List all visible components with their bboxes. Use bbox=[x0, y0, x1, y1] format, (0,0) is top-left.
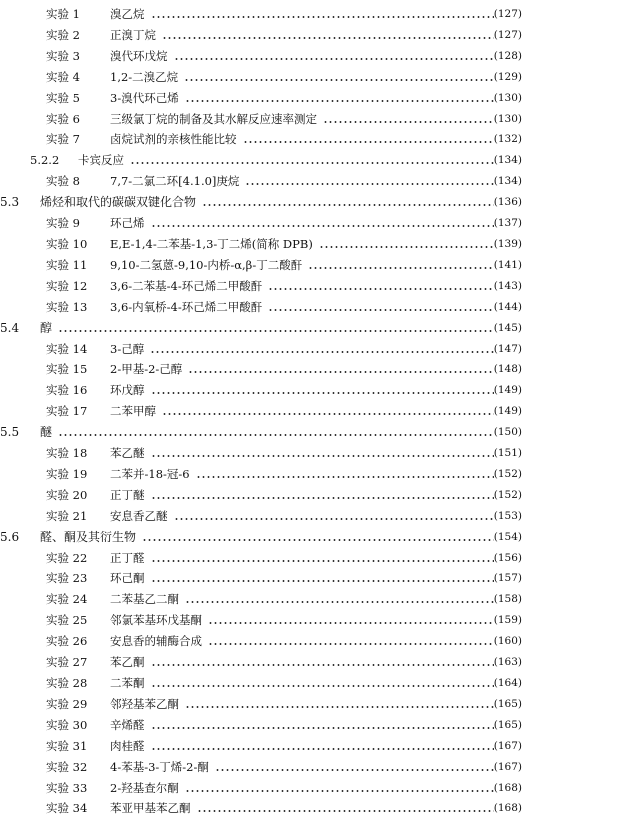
entry-title: 溴乙烷 bbox=[110, 7, 145, 21]
dot-leader bbox=[268, 297, 494, 318]
toc-entry-experiment bbox=[0, 589, 640, 610]
page-number: (164) bbox=[493, 677, 522, 689]
page-number: (153) bbox=[493, 509, 522, 522]
entry-title: 辛烯醛 bbox=[110, 717, 145, 732]
entry-title: 4-苯基-3-丁烯-2-酮 bbox=[110, 759, 209, 774]
dot-leader bbox=[151, 568, 495, 589]
dot-leader bbox=[174, 506, 495, 527]
toc-entry-experiment bbox=[0, 234, 640, 255]
toc-entry-experiment bbox=[0, 548, 640, 569]
toc-entry-experiment bbox=[0, 339, 640, 360]
entry-title: 醇 bbox=[40, 320, 53, 335]
dot-leader bbox=[151, 715, 495, 736]
experiment-number: 实验 10 bbox=[46, 236, 88, 251]
section-number: 5.3 bbox=[0, 195, 20, 210]
dot-leader bbox=[245, 171, 494, 192]
dot-leader bbox=[185, 589, 494, 610]
experiment-number: 实验 19 bbox=[46, 466, 88, 481]
entry-title: 3,6-内氧桥-4-环己烯二甲酸酐 bbox=[110, 299, 263, 314]
entry-title: 苯乙醚 bbox=[110, 446, 145, 461]
experiment-number: 实验 25 bbox=[46, 613, 88, 628]
experiment-number: 实验 29 bbox=[46, 696, 88, 711]
entry-title: 二苯酮 bbox=[110, 676, 145, 690]
dot-leader bbox=[188, 359, 494, 380]
page-number: (139) bbox=[493, 237, 522, 250]
entry-title: 肉桂醛 bbox=[110, 738, 145, 753]
experiment-number: 实验 1 bbox=[46, 7, 80, 21]
entry-title: 安息香的辅酶合成 bbox=[110, 634, 202, 649]
toc-entry-experiment bbox=[0, 443, 640, 464]
toc-entry-experiment bbox=[0, 778, 640, 799]
toc-entry-section bbox=[0, 422, 640, 443]
dot-leader bbox=[185, 778, 494, 799]
entry-title: 3-己醇 bbox=[110, 341, 145, 356]
page-number: (152) bbox=[493, 488, 522, 501]
page-number: (137) bbox=[493, 217, 522, 230]
toc-entry-section bbox=[0, 192, 640, 213]
dot-leader bbox=[151, 213, 495, 234]
entry-title: 安息香乙醚 bbox=[110, 508, 168, 523]
experiment-number: 实验 34 bbox=[46, 801, 88, 816]
entry-title: 醚 bbox=[40, 425, 53, 440]
experiment-number: 实验 18 bbox=[46, 446, 88, 461]
toc-entry-experiment bbox=[0, 255, 640, 276]
toc-entry-experiment bbox=[0, 736, 640, 757]
dot-leader bbox=[142, 527, 494, 548]
toc-entry-experiment bbox=[0, 46, 640, 67]
toc-entry-section bbox=[0, 527, 640, 548]
experiment-number: 实验 30 bbox=[46, 717, 88, 732]
entry-title: 3,6-二苯基-4-环己烯二甲酸酐 bbox=[110, 278, 263, 293]
experiment-number: 实验 21 bbox=[46, 508, 88, 523]
page-number: (149) bbox=[493, 405, 522, 418]
page-number: (147) bbox=[493, 342, 522, 355]
page-number: (163) bbox=[493, 656, 522, 669]
experiment-number: 实验 15 bbox=[46, 362, 88, 377]
dot-leader bbox=[150, 339, 494, 360]
dot-leader bbox=[184, 67, 494, 88]
toc-entry-experiment bbox=[0, 401, 640, 422]
page-number: (134) bbox=[493, 154, 522, 167]
entry-title: 环戊醇 bbox=[110, 383, 145, 398]
page-number: (127) bbox=[493, 8, 522, 20]
toc-entry-experiment bbox=[0, 652, 640, 673]
page-number: (158) bbox=[493, 593, 522, 606]
page-number: (129) bbox=[493, 70, 522, 83]
page-number: (134) bbox=[493, 175, 522, 188]
toc-entry-experiment bbox=[0, 276, 640, 297]
page-number: (150) bbox=[493, 426, 522, 439]
entry-title: 卤烷试剂的亲核性能比较 bbox=[110, 132, 237, 147]
dot-leader bbox=[151, 4, 495, 25]
dot-leader bbox=[151, 380, 495, 401]
entry-title: 二苯甲醇 bbox=[110, 404, 156, 419]
entry-title: 二苯并-18-冠-6 bbox=[110, 466, 190, 481]
dot-leader bbox=[196, 464, 494, 485]
toc-entry-experiment bbox=[0, 213, 640, 234]
toc-entry-experiment bbox=[0, 464, 640, 485]
experiment-number: 实验 6 bbox=[46, 111, 80, 126]
dot-leader bbox=[208, 610, 494, 631]
entry-title: 3-溴代环己烯 bbox=[110, 90, 179, 105]
experiment-number: 实验 22 bbox=[46, 550, 88, 565]
entry-title: 邻氯苯基环戊基酮 bbox=[110, 613, 202, 628]
page-number: (167) bbox=[493, 739, 522, 752]
experiment-number: 实验 7 bbox=[46, 132, 80, 147]
dot-leader bbox=[174, 46, 495, 67]
toc-entry-section bbox=[0, 318, 640, 339]
experiment-number: 实验 11 bbox=[46, 257, 88, 272]
dot-leader bbox=[323, 109, 494, 130]
page-number: (144) bbox=[493, 300, 522, 313]
dot-leader bbox=[58, 422, 494, 443]
dot-leader bbox=[151, 652, 495, 673]
page-number: (165) bbox=[493, 697, 522, 710]
entry-title: 2-羟基查尔酮 bbox=[110, 780, 179, 795]
experiment-number: 实验 2 bbox=[46, 27, 80, 42]
page-number: (160) bbox=[493, 635, 522, 648]
toc-entry-experiment bbox=[0, 798, 640, 819]
experiment-number: 实验 17 bbox=[46, 404, 88, 419]
dot-leader bbox=[130, 150, 494, 171]
experiment-number: 实验 24 bbox=[46, 592, 88, 607]
experiment-number: 实验 14 bbox=[46, 341, 88, 356]
toc-entry-subsection bbox=[0, 150, 640, 171]
page-number: (151) bbox=[493, 447, 522, 460]
toc-entry-experiment bbox=[0, 485, 640, 506]
experiment-number: 实验 31 bbox=[46, 738, 88, 753]
entry-title: 正丁醚 bbox=[110, 487, 145, 502]
entry-title: 1,2-二溴乙烷 bbox=[110, 69, 179, 84]
dot-leader bbox=[151, 485, 495, 506]
dot-leader bbox=[151, 548, 495, 569]
dot-leader bbox=[197, 798, 495, 819]
page-number: (130) bbox=[493, 112, 522, 125]
experiment-number: 实验 8 bbox=[46, 174, 80, 189]
page-number: (128) bbox=[493, 49, 522, 62]
page-number: (165) bbox=[493, 718, 522, 731]
experiment-number: 实验 5 bbox=[46, 90, 80, 105]
toc-entry-experiment bbox=[0, 4, 640, 25]
toc-entry-experiment bbox=[0, 129, 640, 150]
toc-entry-experiment bbox=[0, 25, 640, 46]
entry-title: 邻羟基苯乙酮 bbox=[110, 696, 179, 711]
entry-title: 环己烯 bbox=[110, 216, 145, 231]
entry-title: 烯烃和取代的碳碳双键化合物 bbox=[40, 195, 197, 210]
entry-title: 二苯基乙二酮 bbox=[110, 592, 179, 607]
toc-entry-experiment bbox=[0, 88, 640, 109]
dot-leader bbox=[162, 25, 494, 46]
section-number: 5.6 bbox=[0, 529, 20, 544]
dot-leader bbox=[185, 88, 494, 109]
experiment-number: 实验 3 bbox=[46, 48, 80, 63]
page-number: (148) bbox=[493, 363, 522, 376]
dot-leader bbox=[151, 673, 495, 694]
experiment-number: 实验 20 bbox=[46, 487, 88, 502]
dot-leader bbox=[268, 276, 494, 297]
table-of-contents bbox=[0, 4, 640, 819]
page-number: (145) bbox=[493, 321, 522, 334]
page-number: (167) bbox=[493, 760, 522, 773]
entry-title: 9,10-二氢蒽-9,10-内桥-α,β-丁二酸酐 bbox=[110, 257, 303, 272]
dot-leader bbox=[208, 631, 494, 652]
dot-leader bbox=[243, 129, 495, 150]
toc-entry-experiment bbox=[0, 171, 640, 192]
page-number: (156) bbox=[493, 551, 522, 564]
toc-entry-experiment bbox=[0, 568, 640, 589]
page-number: (154) bbox=[493, 530, 522, 543]
toc-entry-experiment bbox=[0, 757, 640, 778]
entry-title: 正溴丁烷 bbox=[110, 27, 156, 42]
page-number: (159) bbox=[493, 614, 522, 627]
dot-leader bbox=[215, 757, 494, 778]
page-number: (132) bbox=[493, 133, 522, 146]
page-number: (143) bbox=[493, 279, 522, 292]
dot-leader bbox=[151, 443, 495, 464]
section-number: 5.5 bbox=[0, 425, 20, 440]
experiment-number: 实验 4 bbox=[46, 69, 80, 84]
entry-title: 苯亚甲基苯乙酮 bbox=[110, 801, 191, 816]
entry-title: E,E-1,4-二苯基-1,3-丁二烯(简称 DPB) bbox=[110, 236, 313, 251]
toc-entry-experiment bbox=[0, 67, 640, 88]
dot-leader bbox=[151, 736, 495, 757]
entry-title: 苯乙酮 bbox=[110, 655, 145, 670]
dot-leader bbox=[185, 694, 494, 715]
experiment-number: 实验 32 bbox=[46, 759, 88, 774]
toc-entry-experiment bbox=[0, 715, 640, 736]
experiment-number: 实验 9 bbox=[46, 216, 80, 231]
toc-entry-experiment bbox=[0, 359, 640, 380]
page-number: (141) bbox=[493, 258, 522, 271]
toc-entry-experiment bbox=[0, 109, 640, 130]
dot-leader bbox=[308, 255, 494, 276]
toc-entry-experiment bbox=[0, 506, 640, 527]
experiment-number: 实验 33 bbox=[46, 780, 88, 795]
page-number: (130) bbox=[493, 91, 522, 104]
experiment-number: 实验 26 bbox=[46, 634, 88, 649]
page-number: (157) bbox=[493, 572, 522, 585]
toc-entry-experiment bbox=[0, 380, 640, 401]
toc-entry-experiment bbox=[0, 673, 640, 694]
page-number: (168) bbox=[493, 781, 522, 794]
page-number: (152) bbox=[493, 467, 522, 480]
entry-title: 三级氯丁烷的制备及其水解反应速率测定 bbox=[110, 111, 317, 126]
entry-title: 醛、酮及其衍生物 bbox=[40, 529, 137, 544]
toc-entry-experiment bbox=[0, 610, 640, 631]
experiment-number: 实验 27 bbox=[46, 655, 88, 670]
entry-title: 环己酮 bbox=[110, 571, 145, 586]
entry-title: 2-甲基-2-己醇 bbox=[110, 362, 183, 377]
entry-title: 卡宾反应 bbox=[78, 153, 124, 168]
page-number: (136) bbox=[493, 196, 522, 209]
dot-leader bbox=[319, 234, 494, 255]
experiment-number: 实验 28 bbox=[46, 676, 88, 690]
dot-leader bbox=[202, 192, 494, 213]
entry-title: 7,7-二氯二环[4.1.0]庚烷 bbox=[110, 174, 240, 189]
dot-leader bbox=[162, 401, 494, 422]
toc-entry-experiment bbox=[0, 631, 640, 652]
entry-title: 正丁醛 bbox=[110, 550, 145, 565]
page-number: (168) bbox=[493, 802, 522, 815]
experiment-number: 实验 23 bbox=[46, 571, 88, 586]
experiment-number: 实验 16 bbox=[46, 383, 88, 398]
page-number: (149) bbox=[493, 384, 522, 397]
dot-leader bbox=[58, 318, 494, 339]
experiment-number: 实验 12 bbox=[46, 278, 88, 293]
toc-entry-experiment bbox=[0, 694, 640, 715]
entry-title: 溴代环戊烷 bbox=[110, 48, 168, 63]
page-number: (127) bbox=[493, 28, 522, 41]
section-number: 5.4 bbox=[0, 320, 20, 335]
toc-entry-experiment bbox=[0, 297, 640, 318]
section-number: 5.2.2 bbox=[30, 153, 60, 168]
experiment-number: 实验 13 bbox=[46, 299, 88, 314]
